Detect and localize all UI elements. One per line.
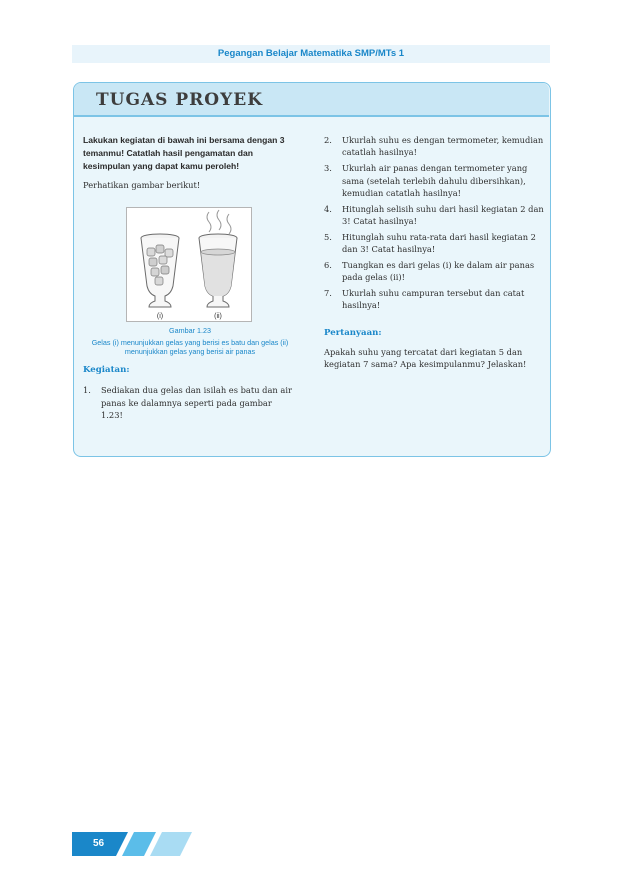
kegiatan-list-left <box>83 384 293 421</box>
label-glass-ii: (ii) <box>214 313 222 320</box>
step-text: Hitunglah suhu rata-rata dari hasil kegiatan 2 dan 3! Catat hasilnya! <box>342 231 536 255</box>
steam-icon <box>207 212 211 232</box>
step-item <box>324 134 549 159</box>
pertanyaan-text: Apakah suhu yang tercatat dari kegiatan 5 dan kegiatan 7 sama? Apa kesimpulanmu? Jelaskan! <box>324 346 527 370</box>
caption-title: Gambar 1.23 <box>169 326 211 335</box>
step-text: Hitunglah selisih suhu dari hasil kegiatan 2 dan 3! Catat hasilnya! <box>342 203 544 227</box>
pertanyaan-heading: Pertanyaan: <box>324 327 382 338</box>
glasses-illustration <box>127 208 251 321</box>
step-number: 2. <box>324 135 332 145</box>
intro-text: Lakukan kegiatan di bawah ini bersama dengan 3 temanmu! Catatlah hasil pengamatan dan kesimpulan yang dapat kamu peroleh! <box>83 135 285 171</box>
step-item <box>324 259 549 284</box>
step-item <box>324 162 549 199</box>
glass-hot-water-icon <box>199 234 237 307</box>
title-band <box>74 83 549 117</box>
running-header <box>72 45 550 63</box>
step-number: 5. <box>324 231 332 242</box>
step-number: 4. <box>324 203 332 214</box>
step-item <box>324 203 549 228</box>
step-text: Ukurlah air panas dengan termometer yang sama (setelah terlebih dahulu dibersihkan), kemudian catatlah hasilnya! <box>342 163 528 198</box>
step-text: Ukurlah suhu es dengan termometer, kemudian catatlah hasilnya! <box>342 135 544 158</box>
look-text: Perhatikan gambar berikut! <box>83 180 201 190</box>
steam-icon <box>217 210 221 230</box>
running-header-text: Pegangan Belajar Matematika SMP/MTs 1 <box>217 48 405 59</box>
right-column <box>324 134 549 371</box>
step-item <box>324 231 549 256</box>
label-glass-i: (i) <box>156 313 164 320</box>
step-text: Tuangkan es dari gelas (i) ke dalam air panas pada gelas (ii)! <box>342 259 535 283</box>
figure-caption <box>85 326 295 357</box>
glasses-figure <box>126 207 252 322</box>
step-number: 1. <box>83 385 91 396</box>
kegiatan-heading: Kegiatan: <box>83 365 130 376</box>
caption-text: Gelas (i) menunjukkan gelas yang berisi es batu dan gelas (ii) menunjukkan gelas yang berisi air panas <box>91 337 289 356</box>
kegiatan-list-right <box>324 134 549 312</box>
steam-icon <box>227 214 231 234</box>
step-number: 6. <box>324 259 332 270</box>
step-item <box>324 287 549 312</box>
box-title: TUGAS PROYEK <box>96 90 263 110</box>
step-number: 7. <box>324 287 332 298</box>
glass-ice-icon <box>141 234 179 307</box>
step-item <box>83 384 293 421</box>
step-text: Sediakan dua gelas dan isilah es batu dan air panas ke dalamnya seperti pada gambar 1.23! <box>101 385 292 421</box>
page-number: 56 <box>93 838 105 849</box>
page-number-tab <box>72 832 192 856</box>
step-number: 3. <box>324 163 332 174</box>
step-text: Ukurlah suhu campuran tersebut dan catat hasilnya! <box>342 287 525 311</box>
